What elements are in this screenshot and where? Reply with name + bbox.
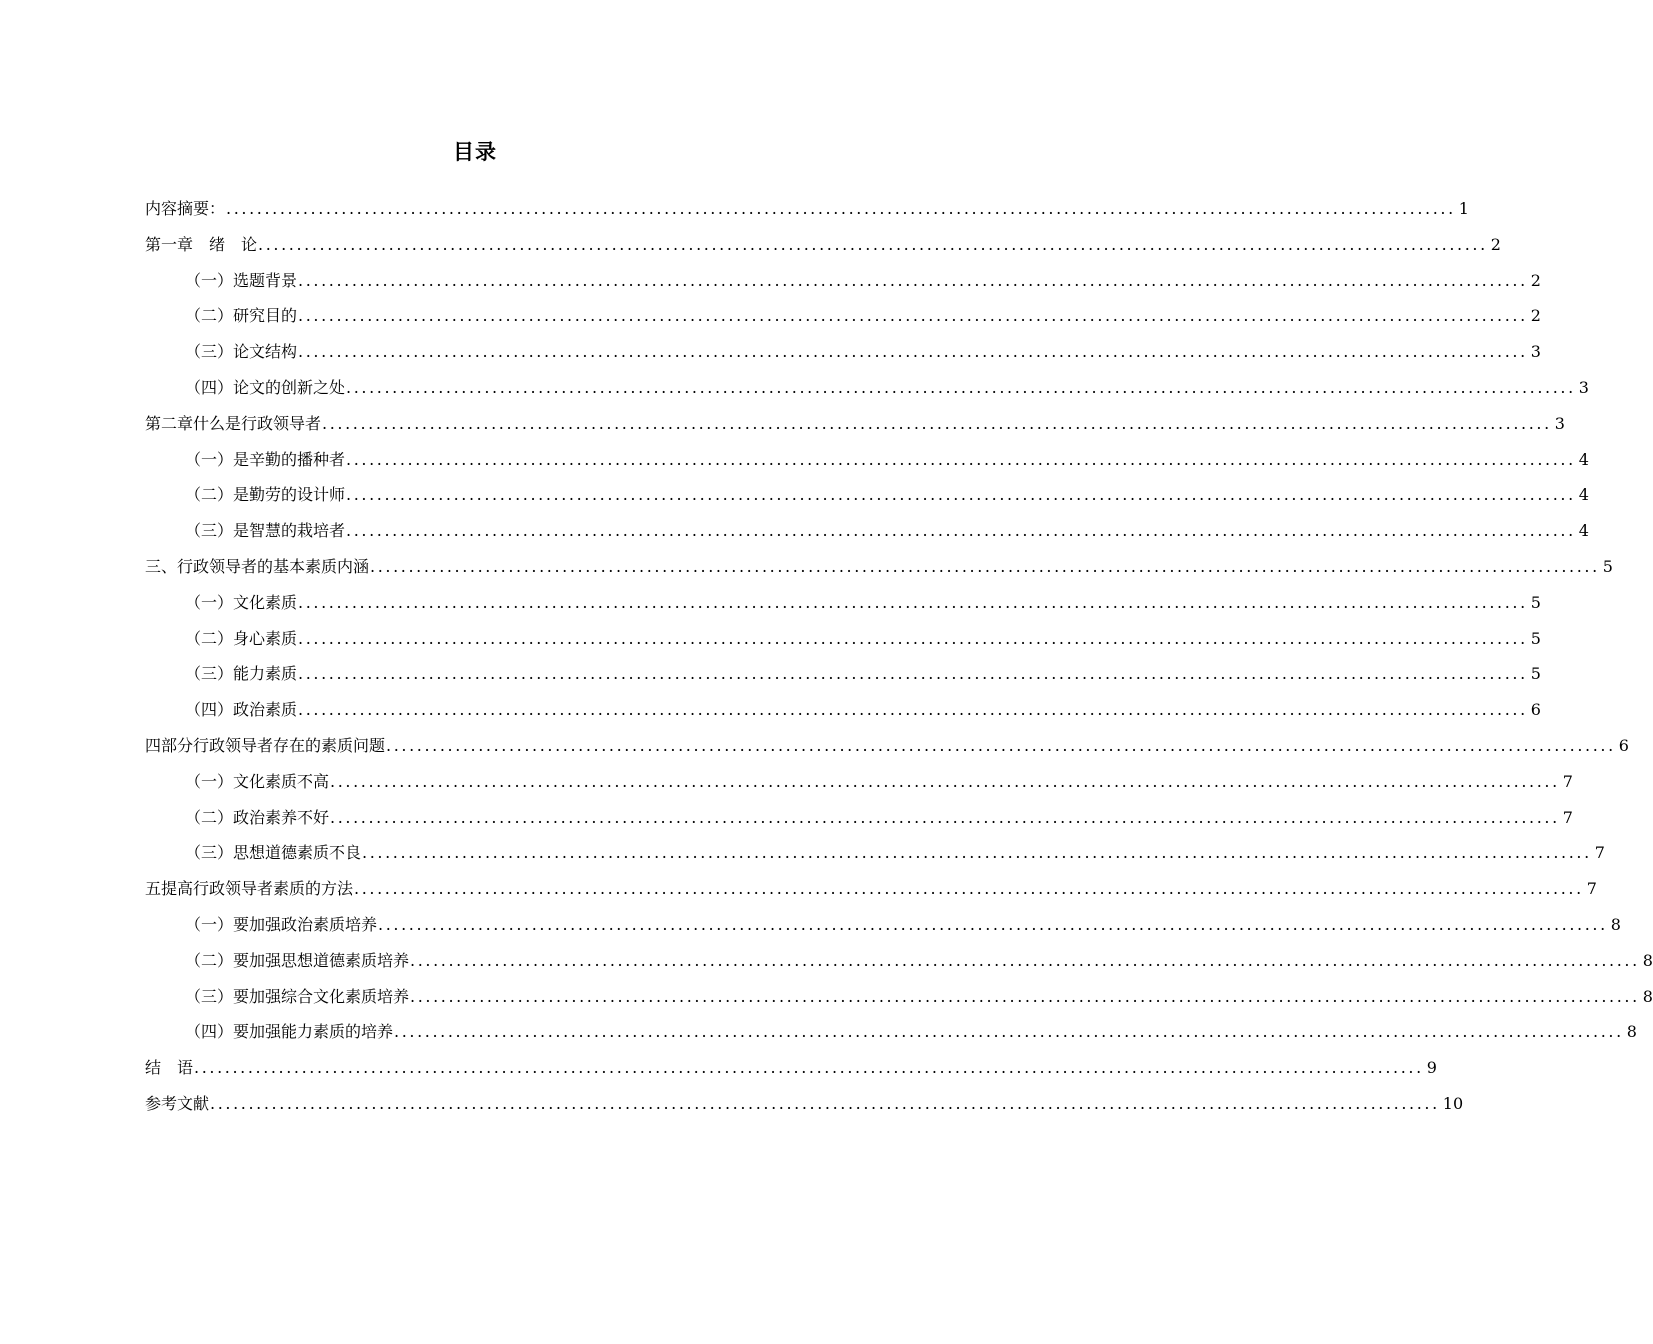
toc-entry-page-number: 7 [1562,771,1573,791]
toc-entry[interactable] [145,268,1541,304]
toc-entry-label: （四）论文的创新之处 [185,377,346,397]
toc-entry-page-number: 4 [1578,521,1589,541]
dot-leader: ................................................................................................................................................................ [258,234,1488,254]
dot-leader: ................................................................................................................................................................ [298,306,1528,326]
dot-leader: ................................................................................................................................................................ [370,556,1600,576]
toc-entry-label: （二）研究目的 [185,306,298,326]
toc-entry-page-number: 5 [1530,592,1541,612]
toc-entry[interactable] [145,912,1621,948]
toc-entry-page-number: 2 [1530,270,1541,290]
table-of-contents [145,196,1653,1127]
toc-entry-label: 内容摘要： [145,199,226,218]
toc-entry[interactable] [145,876,1597,912]
toc-entry-page-number: 7 [1586,879,1597,899]
toc-entry[interactable] [145,769,1573,805]
dot-leader: ................................................................................................................................................................ [346,521,1576,541]
toc-entry-page-number: 4 [1578,485,1589,505]
toc-entry-page-number: 2 [1530,306,1541,326]
dot-leader: ................................................................................................................................................................ [298,628,1528,648]
dot-leader: ................................................................................................................................................................ [330,771,1560,791]
toc-entry[interactable] [145,554,1613,590]
dot-leader: ................................................................................................................................................................ [410,986,1640,1006]
dot-leader: ................................................................................................................................................................ [226,199,1456,218]
dot-leader: ................................................................................................................................................................ [298,700,1528,720]
toc-entry-label: 四部分行政领导者存在的素质问题 [145,735,386,755]
toc-entry-page-number: 8 [1642,986,1653,1006]
dot-leader: ................................................................................................................................................................ [298,592,1528,612]
toc-entry-label: 结 语 [145,1058,194,1078]
toc-entry-page-number: 2 [1490,234,1501,254]
toc-entry-label: 参考文献 [145,1093,210,1113]
dot-leader: ................................................................................................................................................................ [386,735,1616,755]
toc-entry-label: （一）文化素质不高 [185,771,330,791]
dot-leader: ................................................................................................................................................................ [298,342,1528,362]
toc-entry[interactable] [145,661,1541,697]
toc-entry-page-number: 3 [1578,377,1589,397]
dot-leader: ................................................................................................................................................................ [354,879,1584,899]
toc-entry-page-number: 3 [1554,413,1565,433]
toc-entry-label: （三）是智慧的栽培者 [185,521,346,541]
toc-entry[interactable] [145,339,1541,375]
dot-leader: ................................................................................................................................................................ [330,807,1560,827]
dot-leader: ................................................................................................................................................................ [394,1022,1624,1042]
toc-entry-page-number: 5 [1530,628,1541,648]
toc-title: 目录 [453,139,497,164]
toc-entry-label: （一）选题背景 [185,270,298,290]
toc-entry-page-number: 4 [1578,449,1589,469]
toc-entry-label: （一）是辛勤的播种者 [185,449,346,469]
toc-entry-label: （三）要加强综合文化素质培养 [185,986,410,1006]
toc-entry[interactable] [145,984,1653,1020]
dot-leader: ................................................................................................................................................................ [210,1093,1440,1113]
toc-entry-label: （一）要加强政治素质培养 [185,914,378,934]
toc-entry-page-number: 10 [1442,1093,1464,1113]
dot-leader: ................................................................................................................................................................ [298,664,1528,684]
toc-entry[interactable] [145,626,1541,662]
toc-entry-page-number: 5 [1530,664,1541,684]
toc-entry[interactable] [145,590,1541,626]
toc-entry[interactable] [145,411,1565,447]
toc-entry[interactable] [145,518,1589,554]
toc-entry[interactable] [145,1055,1437,1091]
toc-entry-label: （四）要加强能力素质的培养 [185,1022,394,1042]
toc-entry-page-number: 7 [1594,843,1605,863]
toc-entry[interactable] [145,482,1589,518]
toc-entry-label: 第一章 绪 论 [145,234,258,254]
toc-entry-label: （一）文化素质 [185,592,298,612]
toc-entry-page-number: 6 [1530,700,1541,720]
toc-entry-page-number: 7 [1562,807,1573,827]
toc-entry[interactable] [145,1091,1464,1127]
dot-leader: ................................................................................................................................................................ [194,1058,1424,1078]
toc-entry-label: （三）思想道德素质不良 [185,843,362,863]
toc-entry-label: 第二章什么是行政领导者 [145,413,322,433]
toc-entry[interactable] [145,733,1629,769]
toc-entry-label: （二）要加强思想道德素质培养 [185,950,410,970]
toc-entry[interactable] [145,303,1541,339]
toc-entry-page-number: 8 [1626,1022,1637,1042]
toc-entry[interactable] [145,196,1469,232]
dot-leader: ................................................................................................................................................................ [362,843,1592,863]
dot-leader: ................................................................................................................................................................ [378,914,1608,934]
toc-entry[interactable] [145,948,1653,984]
toc-entry-label: （三）能力素质 [185,664,298,684]
toc-entry-page-number: 9 [1426,1058,1437,1078]
toc-entry-page-number: 8 [1642,950,1653,970]
toc-entry-label: 五提高行政领导者素质的方法 [145,879,354,899]
toc-entry-label: （二）身心素质 [185,628,298,648]
toc-entry[interactable] [145,805,1573,841]
toc-entry-page-number: 1 [1458,199,1469,218]
toc-entry-label: 三、行政领导者的基本素质内涵 [145,556,370,576]
toc-entry[interactable] [145,1019,1637,1055]
dot-leader: ................................................................................................................................................................ [346,377,1576,397]
dot-leader: ................................................................................................................................................................ [298,270,1528,290]
toc-entry-label: （二）政治素养不好 [185,807,330,827]
toc-entry[interactable] [145,232,1501,268]
toc-entry-label: （二）是勤劳的设计师 [185,485,346,505]
toc-entry-page-number: 8 [1610,914,1621,934]
toc-entry[interactable] [145,840,1605,876]
dot-leader: ................................................................................................................................................................ [322,413,1552,433]
toc-entry-page-number: 3 [1530,342,1541,362]
toc-entry-label: （四）政治素质 [185,700,298,720]
dot-leader: ................................................................................................................................................................ [410,950,1640,970]
dot-leader: ................................................................................................................................................................ [346,485,1576,505]
toc-entry[interactable] [145,375,1589,411]
toc-entry-page-number: 6 [1618,735,1629,755]
toc-entry[interactable] [145,447,1589,483]
toc-entry[interactable] [145,697,1541,733]
toc-entry-label: （三）论文结构 [185,342,298,362]
dot-leader: ................................................................................................................................................................ [346,449,1576,469]
toc-entry-page-number: 5 [1602,556,1613,576]
